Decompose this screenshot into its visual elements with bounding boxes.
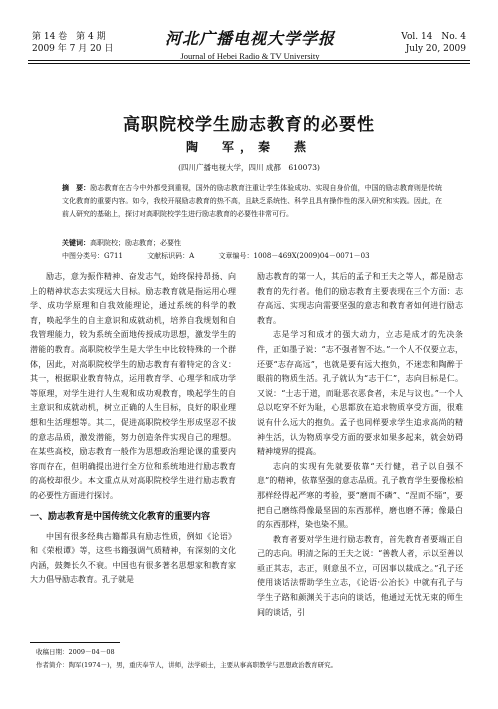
paragraph: 教育者要对学生进行励志教育，首先教育者要端正自己的志向。明清之际的王夫之说：“善教人者，示以至善以亟正其志，志正，则意虽不立，可因事以裁成之。”孔子还使用谈话法帮助学生立志，《论语·公冶长》中就有孔子与学生子路和颜渊关于志向的谈话，他通过无忧无束的师生间的谈话，引 bbox=[257, 534, 463, 617]
body-column-left bbox=[30, 270, 236, 588]
abstract-label: 摘 要： bbox=[62, 183, 91, 192]
paragraph: 中国有很多经典古籍都具有励志性质，例如《论语》和《荣根谭》等，这些书籍强调气质精神，有深刻的文化内涵，鼓舞长久不衰。中国也有很多著名思想家和教育家大力倡导励志教育。孔子就是 bbox=[30, 531, 236, 585]
keywords-text: 高职院校；励志教育；必要性 bbox=[90, 239, 181, 247]
paragraph: 志是学习和成才的强大动力，立志是成才的先决条件，正如墨子说：“志不强者智不达。”一个人不仅要立志，还要“志存高远”，也就是要有远大抱负，不迷恋和陶醉于眼前的物质生活。孔子就认为“志于仁”，志向目标是仁。又说：“士志于道，而耻恶衣恶食者，未足与议也。”一个人总以吃穿不好为耻，心思都放在追求物质享受方面，很难说有什么远大的抱负。孟子也同样要求学生追求高尚的精神生活，认为物质享受方面的要求如果多起来，就会妨碍精神境界的提高。 bbox=[257, 330, 463, 457]
footnote bbox=[36, 646, 476, 672]
paragraph: 励志教育的第一人，其后的孟子和王夫之等人，都是励志教育的先行者。他们的励志教育主要表现在三个方面：志存高远、实现志向需要坚强的意志和教育者如何进行励志教育。 bbox=[257, 272, 463, 325]
article-number: 文章编号：1008－469X(2009)04－0071－03 bbox=[218, 252, 370, 260]
paragraph: 励志，意为振作精神、奋发志气，始终保持昂扬、向上的精神状态去实现远大目标。励志教育就是指运用心理学、成功学原理和自我效能理论，通过系统的科学的教育，唤起学生的自主意识和成就动机，培养自我规划和自我管理能力，较为系统全面地传授成功思想，激发学生的潜能的教育。高职院校学生是大学生中比较特殊的一个群体，因此，对高职院校学生的励志教育有着特定的含义：其一，根据职业教育特点，运用教育学、心理学和成功学等原理，对学生进行人生观和成功观教育，唤起学生的自主意识和成就动机，树立正确的人生目标，良好的职业理想和生活理想等。其二，促进高职院校学生形成坚忍不拔的意志品质，激发潜能，努力创造条件实现自己的理想。在某些高校，励志教育一般作为思想政治理论课的重要内容而存在，但明确提出进行全方位和系统地进行励志教育的高校却很少。本文重点从对高职院校学生进行励志教育的必要性方面进行探讨。 bbox=[30, 272, 236, 500]
author-affiliation: (四川广播电视大学，四川 成都 610073) bbox=[178, 163, 320, 172]
date-en: July 20, 2009 bbox=[405, 44, 466, 54]
footnote-rule bbox=[30, 642, 120, 643]
volume-cn: 第 14 卷 第 4 期 bbox=[32, 32, 106, 42]
author-bio: 作者简介：陶军(1974－)，男，重庆奉节人，讲师，法学硕士，主要从事高职教学与思想政治教育研究。 bbox=[36, 661, 338, 669]
keywords bbox=[62, 237, 442, 249]
header-volume-info bbox=[32, 31, 113, 55]
header-rule-thick bbox=[28, 60, 470, 61]
document-code: 文献标识码：A bbox=[147, 252, 195, 260]
journal-title-en: Journal of Hebei Radio & TV University bbox=[180, 51, 320, 61]
volume-en: Vol. 14 No. 4 bbox=[401, 32, 466, 42]
clc-number: 中图分类号：G711 bbox=[62, 252, 123, 260]
keywords-label: 关键词： bbox=[62, 238, 90, 247]
journal-title-cn: 河北广播电视大学学报 bbox=[164, 29, 335, 48]
article-authors: 陶 军，秦 燕 bbox=[185, 140, 312, 154]
received-date: 收稿日期：2009－04－08 bbox=[36, 648, 115, 656]
body-column-right bbox=[257, 270, 463, 620]
journal-masthead bbox=[150, 26, 350, 61]
section-heading: 一、励志教育是中国传统文化教育的重要内容 bbox=[30, 511, 211, 522]
header-volume-info-en bbox=[401, 31, 466, 55]
header-rule-thin bbox=[28, 63, 470, 64]
classification-line bbox=[62, 250, 442, 262]
article-title: 高职院校学生励志教育的必要性 bbox=[123, 115, 375, 135]
abstract bbox=[62, 181, 442, 221]
date-cn: 2009 年 7 月 20 日 bbox=[32, 44, 114, 54]
abstract-text: 励志教育在古今中外都受到重视，国外的励志教育注重让学生体验成功、实现自身价值，中国的励志教育则是传统文化教育的重要内容。如今，我校开展励志教育的热不高，且缺乏系统性、科学且具有操作性的深入研究和实践。因此，在前人研究的基础上，探讨对高职院校学生进行励志教育的必要性非常可行。 bbox=[62, 184, 443, 218]
paragraph: 志向的实现有先就要依靠“天行健，君子以自强不息”的精神，依靠坚强的意志品质。孔子教育学生要像松柏那样经得起严寒的考验，要“磨而不磷”、“涅而不缁”，要把自己磨练得像最坚固的东西那样，磨也磨不薄；像最白的东西那样，染也染不黑。 bbox=[257, 461, 463, 530]
